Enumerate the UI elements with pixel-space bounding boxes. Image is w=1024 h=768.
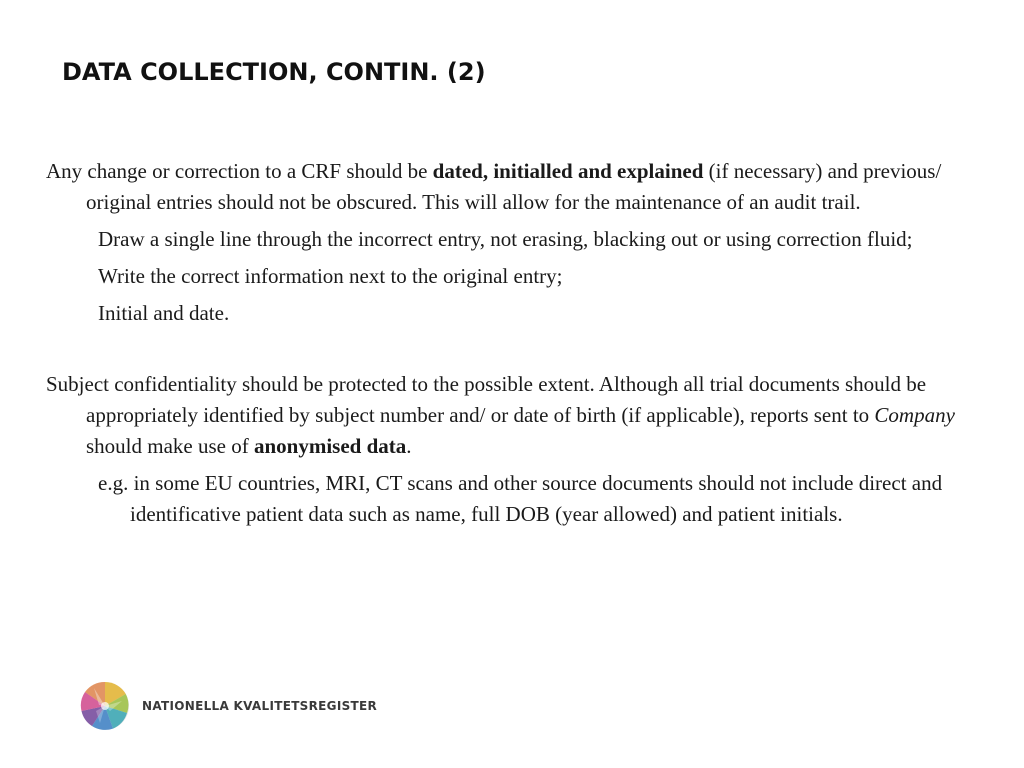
list-item: Write the correct information next to the original entry; [98,264,563,288]
text-segment: (if necessary) and previous/ original entries should not be obscured. This will allow for the maintenance of an audit trail. [86,159,942,214]
text-segment: Any change or correction to a CRF should be [46,159,433,183]
slide-title: DATA COLLECTION, CONTIN. (2) [62,58,486,86]
list-item: e.g. in some EU countries, MRI, CT scans and other source documents should not include direct and identificative patient data such as name, full DOB (year allowed) and patient initials. [98,471,943,526]
spacer [46,329,981,369]
paragraph-crf-corrections [46,156,981,218]
logo-text: NATIONELLA KVALITETSREGISTER [142,699,378,713]
text-segment: . [406,434,412,458]
emphasis-italic: Company [874,403,955,427]
list-item: Draw a single line through the incorrect entry, not erasing, blacking out or using correction fluid; [98,227,913,251]
emphasis-bold: anonymised data [253,434,407,458]
text-segment: should make use of [86,434,254,458]
paragraph-confidentiality [46,369,981,462]
slide-body [46,156,981,530]
color-wheel-logo-icon [80,681,130,731]
text-segment: Subject confidentiality should be protected to the possible extent. Although all trial documents should be appropriately identified by subject number and/ or date of birth (if applicable), reports sent to [46,372,927,427]
list-item: Initial and date. [98,301,230,325]
emphasis-bold: dated, initialled and explained [432,159,704,183]
footer-logo [80,681,377,731]
